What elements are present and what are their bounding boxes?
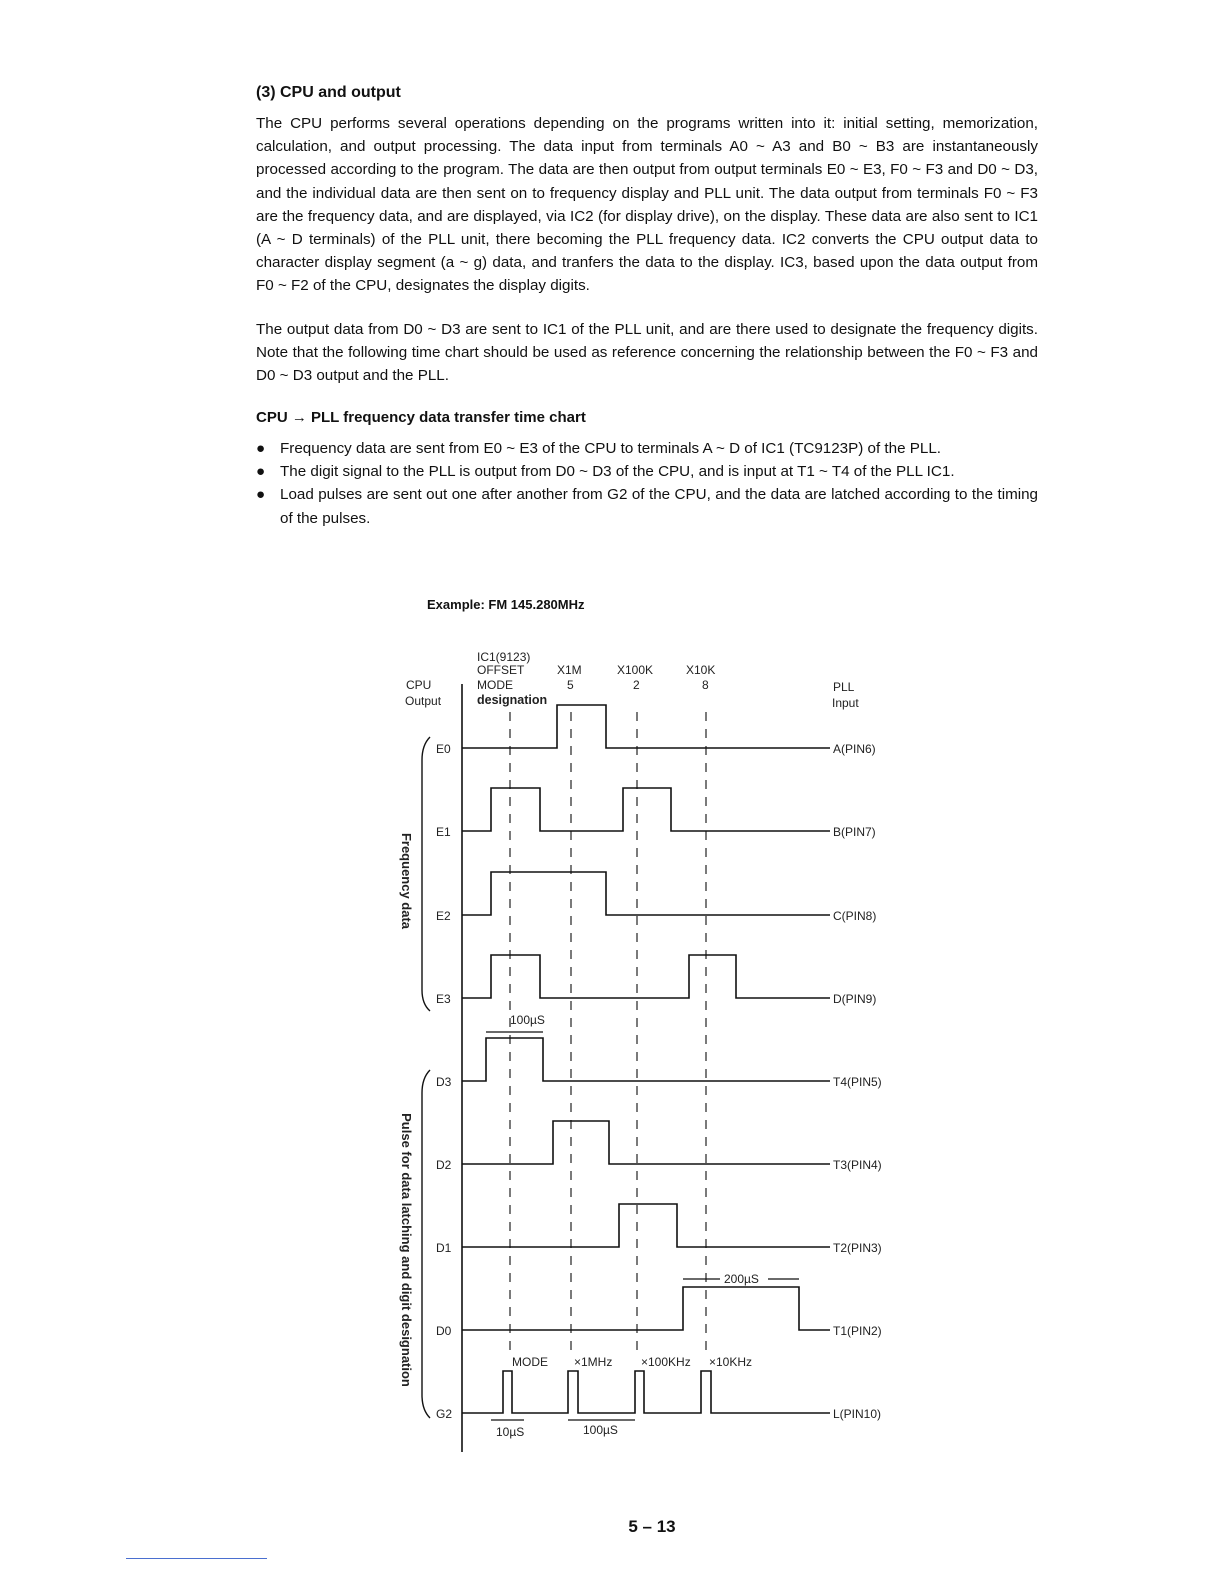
pll-terminal-G2: L(PIN10) <box>833 1407 882 1421</box>
group-label-pulse: Pulse for data latching and digit designation <box>399 1113 414 1387</box>
bullet-icon: ● <box>256 440 266 457</box>
annotation-load-pulse-width: 10µS <box>496 1425 525 1439</box>
latch-label-3: ×10KHz <box>709 1355 753 1369</box>
cpu-terminal-G2: G2 <box>436 1407 453 1421</box>
pll-terminal-E1: B(PIN7) <box>833 825 876 839</box>
pll-terminal-E3: D(PIN9) <box>833 992 877 1006</box>
bullet-text: Load pulses are sent out one after another from G2 of the CPU, and the data are latched according to the timing of the pulses. <box>280 486 1038 527</box>
cpu-terminal-E1: E1 <box>436 825 451 839</box>
input-label: Input <box>832 696 859 710</box>
signal-trace-D0 <box>462 1287 830 1330</box>
column-digit-x100KHz: 2 <box>633 678 640 692</box>
bullet-text: Frequency data are sent from E0 ~ E3 of the CPU to terminals A ~ D of IC1 (TC9123P) of the PLL. <box>280 440 941 457</box>
ic-label: IC1(9123) <box>477 650 531 664</box>
signal-trace-G2 <box>462 1371 830 1413</box>
frequency-brace <box>422 737 430 1011</box>
example-label: Example: FM 145.280MHz <box>427 597 585 612</box>
signal-trace-E0 <box>462 705 830 748</box>
mode-label: MODE <box>477 678 513 692</box>
column-header-x10KHz: X10K <box>686 663 716 677</box>
signal-trace-E1 <box>462 788 830 831</box>
latch-label-0: MODE <box>512 1355 548 1369</box>
signal-trace-D1 <box>462 1204 830 1247</box>
annotation-load-interval: 100µS <box>583 1423 618 1437</box>
signal-trace-E3 <box>462 955 830 998</box>
paragraph-cpu-operations: The CPU performs several operations depending on the programs written into it: initial setting, memorization, calculation, and output processing. The data input from terminals A0 ~ A3 and B0 ~ B3 are instantaneously processed according to the program. The data are then output from output terminals E0 ~ E3, F0 ~ F3 and D0 ~ D3, and the individual data are then sent on to frequency display and PLL unit. The data output from terminals F0 ~ F3 are the frequency data, and are displayed, via IC2 (for display drive), on the display. These data are also sent to IC1 (A ~ D terminals) of the PLL unit, there becoming the PLL frequency data. IC2 converts the CPU output data to character display segment (a ~ g) data, and tranfers the data to the display. IC3, based upon the data output from F0 ~ F2 of the CPU, designates the display digits. <box>256 115 1038 295</box>
column-digit-x10KHz: 8 <box>702 678 709 692</box>
annotation-digit-width: 200µS <box>724 1272 759 1286</box>
offset-label: OFFSET <box>477 663 525 677</box>
pll-terminal-E2: C(PIN8) <box>833 909 877 923</box>
pll-terminal-D3: T4(PIN5) <box>833 1075 882 1089</box>
column-header-x100KHz: X100K <box>617 663 654 677</box>
footer-rule <box>126 1558 267 1559</box>
bullet-icon: ● <box>256 463 266 481</box>
signal-trace-D2 <box>462 1121 830 1164</box>
cpu-terminal-E0: E0 <box>436 742 451 756</box>
cpu-terminal-E3: E3 <box>436 992 451 1006</box>
designation-label: designation <box>477 693 548 707</box>
pll-label: PLL <box>833 680 855 694</box>
pulse-brace <box>422 1070 430 1418</box>
paragraph-output-data: The output data from D0 ~ D3 are sent to IC1 of the PLL unit, and are there used to designate the frequency digits. Note that the following time chart should be used as reference concerning the relationship between the F0 ~ F3 and D0 ~ D3 output and the PLL. <box>256 321 1038 385</box>
cpu-terminal-D2: D2 <box>436 1158 452 1172</box>
pll-terminal-D0: T1(PIN2) <box>833 1324 882 1338</box>
annotation-data-period: 100µS <box>510 1013 545 1027</box>
cpu-terminal-D0: D0 <box>436 1324 452 1338</box>
output-label: Output <box>405 694 442 708</box>
cpu-terminal-D1: D1 <box>436 1241 452 1255</box>
cpu-terminal-E2: E2 <box>436 909 451 923</box>
bullet-icon: ● <box>256 486 266 504</box>
cpu-terminal-D3: D3 <box>436 1075 452 1089</box>
pll-terminal-E0: A(PIN6) <box>833 742 876 756</box>
section-heading: (3) CPU and output <box>256 84 401 101</box>
pll-terminal-D1: T2(PIN3) <box>833 1241 882 1255</box>
latch-label-2: ×100KHz <box>641 1355 691 1369</box>
latch-label-1: ×1MHz <box>574 1355 613 1369</box>
group-label-frequency: Frequency data <box>399 832 414 930</box>
cpu-label: CPU <box>406 678 432 692</box>
signal-trace-D3 <box>462 1038 830 1081</box>
column-header-x1MHz: X1M <box>557 663 582 677</box>
signal-trace-E2 <box>462 872 830 915</box>
page-number: 5 – 13 <box>628 1517 676 1536</box>
bullet-text: The digit signal to the PLL is output from D0 ~ D3 of the CPU, and is input at T1 ~ T4 of the PLL IC1. <box>280 463 955 481</box>
pll-terminal-D2: T3(PIN4) <box>833 1158 882 1172</box>
subsection-heading: CPU → PLL frequency data transfer time chart <box>256 409 586 426</box>
column-digit-x1MHz: 5 <box>567 678 574 692</box>
